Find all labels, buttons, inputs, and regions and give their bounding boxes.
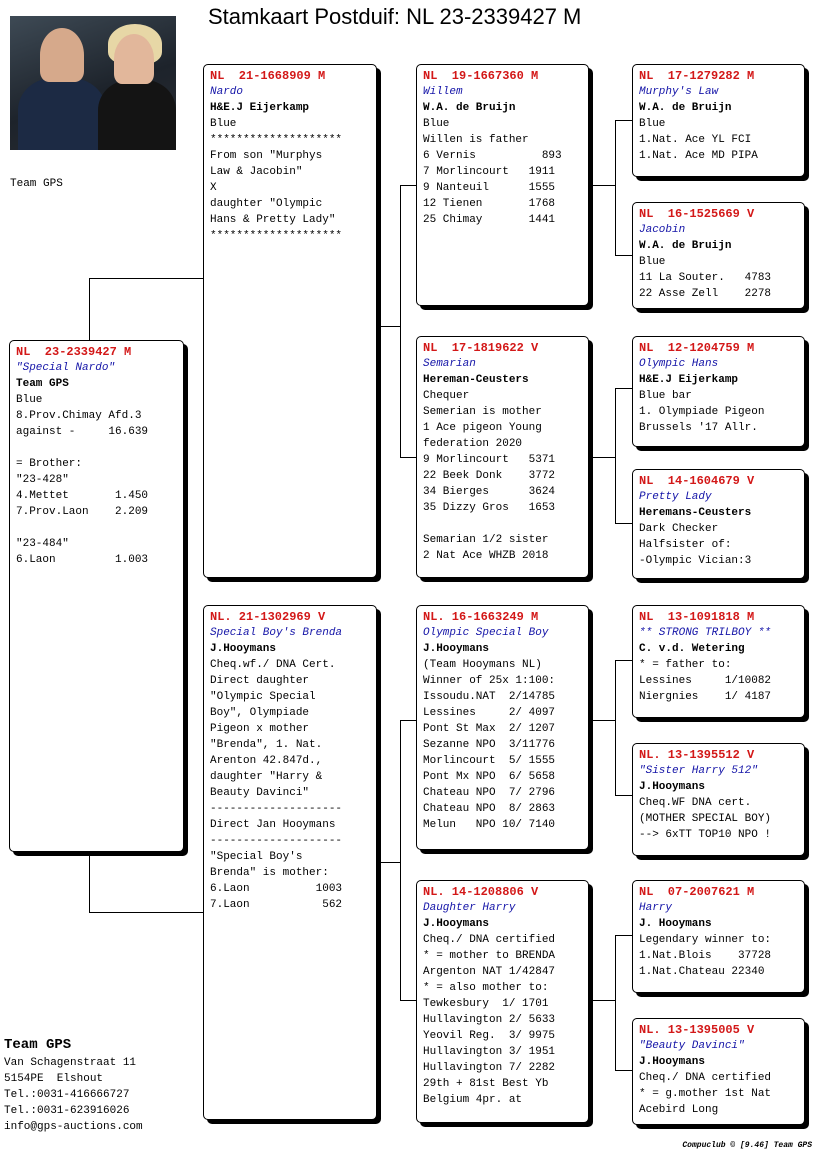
connector-line [615, 523, 632, 524]
ring-number: NL. 16-1663249 M [423, 610, 539, 624]
owner-photo [10, 16, 176, 150]
detail-line: "Olympic Special [210, 691, 316, 703]
pigeon-name: Olympic Hans [639, 358, 719, 370]
detail-line: 1 Ace pigeon Young [423, 422, 542, 434]
detail-line: Willen is father [423, 134, 529, 146]
software-credit: Compuclub © [9.46] Team GPS [682, 1141, 812, 1150]
pigeon-name: Daughter Harry [423, 902, 516, 914]
detail-line: Chateau NPO 7/ 2796 [423, 787, 556, 799]
connector-line [615, 120, 632, 121]
pigeon-card-ggf-4 [632, 880, 805, 993]
breeder-name: J.Hooymans [423, 918, 490, 930]
detail-line: From son "Murphys [210, 150, 323, 162]
detail-line: 4.Mettet 1.450 [16, 490, 149, 502]
pigeon-name: Willem [423, 86, 463, 98]
detail-line: Winner of 25x 1:100: [423, 675, 556, 687]
detail-line: Pont St Max 2/ 1207 [423, 723, 556, 735]
detail-line: 22 Asse Zell 2278 [639, 288, 772, 300]
detail-line: "Special Boy's [210, 851, 303, 863]
pigeon-card-ggm-3 [632, 743, 805, 856]
breeder-name: W.A. de Bruijn [423, 102, 516, 114]
pigeon-name: Pretty Lady [639, 491, 712, 503]
connector-line [593, 1000, 615, 1001]
detail-line: daughter "Olympic [210, 198, 323, 210]
detail-line: Pont Mx NPO 6/ 5658 [423, 771, 556, 783]
connector-line [400, 457, 416, 458]
detail-line: Cheq.WF DNA cert. [639, 797, 752, 809]
connector-line [89, 852, 90, 912]
breeder-name: W.A. de Bruijn [639, 102, 732, 114]
detail-line: Blue [16, 394, 43, 406]
connector-line [615, 660, 616, 795]
detail-line: Blue [210, 118, 237, 130]
detail-line: Issoudu.NAT 2/14785 [423, 691, 556, 703]
detail-line: 1.Nat.Blois 37728 [639, 950, 772, 962]
connector-line [615, 388, 616, 523]
ring-number: NL 21-1668909 M [210, 69, 326, 83]
detail-line: 9 Nanteuil 1555 [423, 182, 556, 194]
detail-line: Lessines 2/ 4097 [423, 707, 556, 719]
pigeon-name: Nardo [210, 86, 244, 98]
connector-line [400, 1000, 416, 1001]
detail-line: Brenda" is mother: [210, 867, 329, 879]
detail-line: Halfsister of: [639, 539, 732, 551]
connector-line [89, 912, 204, 913]
detail-line: Chequer [423, 390, 470, 402]
connector-line [380, 862, 400, 863]
detail-line: 1.Nat. Ace MD PIPA [639, 150, 758, 162]
connector-line [593, 185, 615, 186]
detail-line: Legendary winner to: [639, 934, 772, 946]
detail-line: "23-428" [16, 474, 69, 486]
detail-line: against - 16.639 [16, 426, 149, 438]
detail-line: * = father to: [639, 659, 732, 671]
detail-line: 2 Nat Ace WHZB 2018 [423, 550, 549, 562]
detail-line: --> 6xTT TOP10 NPO ! [639, 829, 772, 841]
pigeon-name: Special Boy's Brenda [210, 627, 343, 639]
detail-line: (Team Hooymans NL) [423, 659, 542, 671]
detail-line [16, 440, 177, 456]
detail-line: Dark Checker [639, 523, 719, 535]
ring-number: NL. 13-1395512 V [639, 748, 755, 762]
pigeon-card-subject [9, 340, 184, 852]
connector-line [593, 457, 615, 458]
detail-line: Law & Jacobin" [210, 166, 303, 178]
breeder-name: J. Hooymans [639, 918, 712, 930]
breeder-name: J.Hooymans [423, 643, 490, 655]
detail-line: Morlincourt 5/ 1555 [423, 755, 556, 767]
breeder-name: H&E.J Eijerkamp [210, 102, 310, 114]
pigeon-card-ggf-2 [632, 336, 805, 447]
footer-line: 5154PE Elshout [4, 1073, 104, 1085]
ring-number: NL 14-1604679 V [639, 474, 755, 488]
connector-line [593, 720, 615, 721]
detail-line: Hans & Pretty Lady" [210, 214, 336, 226]
pigeon-card-grandmother-paternal [416, 336, 589, 578]
detail-line: 6.Laon 1.003 [16, 554, 149, 566]
pigeon-name: Harry [639, 902, 673, 914]
connector-line [89, 278, 90, 340]
pigeon-name: Olympic Special Boy [423, 627, 549, 639]
detail-line: Hullavington 7/ 2282 [423, 1062, 556, 1074]
detail-line: Semerian is mother [423, 406, 542, 418]
connector-line [380, 326, 400, 327]
detail-line: Brussels '17 Allr. [639, 422, 758, 434]
detail-line: X [210, 182, 217, 194]
detail-line: Blue [639, 256, 666, 268]
detail-line: Semarian 1/2 sister [423, 534, 549, 546]
detail-line: federation 2020 [423, 438, 523, 450]
breeder-name: J.Hooymans [210, 643, 277, 655]
detail-line: Melun NPO 10/ 7140 [423, 819, 556, 831]
detail-line: Cheq.wf./ DNA Cert. [210, 659, 336, 671]
connector-line [400, 185, 416, 186]
connector-line [615, 935, 632, 936]
detail-line: -Olympic Vician:3 [639, 555, 752, 567]
pigeon-card-ggf-3 [632, 605, 805, 718]
connector-line [615, 935, 616, 1070]
breeder-name: H&E.J Eijerkamp [639, 374, 739, 386]
team-label: Team GPS [10, 178, 63, 190]
detail-line: = Brother: [16, 458, 83, 470]
pigeon-name: Murphy's Law [639, 86, 719, 98]
connector-line [615, 1070, 632, 1071]
pigeon-name: Semarian [423, 358, 476, 370]
detail-line: * = g.mother 1st Nat [639, 1088, 772, 1100]
detail-line: Pigeon x mother [210, 723, 310, 735]
detail-line: -------------------- [210, 835, 343, 847]
pigeon-card-ggf-1 [632, 64, 805, 177]
detail-line: daughter "Harry & [210, 771, 323, 783]
detail-line: (MOTHER SPECIAL BOY) [639, 813, 772, 825]
detail-line: 25 Chimay 1441 [423, 214, 556, 226]
pigeon-name: "Special Nardo" [16, 362, 116, 374]
pigeon-card-grandmother-maternal [416, 880, 589, 1123]
pigeon-name: Jacobin [639, 224, 686, 236]
pigeon-name: "Beauty Davinci" [639, 1040, 745, 1052]
pigeon-card-mother [203, 605, 377, 1120]
ring-number: NL. 21-1302969 V [210, 610, 326, 624]
detail-line: * = also mother to: [423, 982, 549, 994]
detail-line: 11 La Souter. 4783 [639, 272, 772, 284]
detail-line: Yeovil Reg. 3/ 9975 [423, 1030, 556, 1042]
pigeon-card-ggm-1 [632, 202, 805, 309]
ring-number: NL 19-1667360 M [423, 69, 539, 83]
breeder-name: W.A. de Bruijn [639, 240, 732, 252]
detail-line: Direct daughter [210, 675, 310, 687]
ring-number: NL 13-1091818 M [639, 610, 755, 624]
detail-line: ******************** [210, 134, 343, 146]
detail-line: * = mother to BRENDA [423, 950, 556, 962]
breeder-name: C. v.d. Wetering [639, 643, 745, 655]
detail-line: -------------------- [210, 803, 343, 815]
detail-line: Blue [423, 118, 450, 130]
connector-line [400, 720, 416, 721]
footer-line: info@gps-auctions.com [4, 1121, 143, 1133]
detail-line: 34 Bierges 3624 [423, 486, 556, 498]
detail-line: Belgium 4pr. at [423, 1094, 523, 1106]
ring-number: NL 07-2007621 M [639, 885, 755, 899]
detail-line: 6.Laon 1003 [210, 883, 343, 895]
pigeon-name: ** STRONG TRILBOY ** [639, 627, 772, 639]
pigeon-card-father [203, 64, 377, 578]
detail-line: Boy", Olympiade [210, 707, 310, 719]
connector-line [615, 795, 632, 796]
footer-line: Tel.:0031-416666727 [4, 1089, 130, 1101]
detail-line: 1.Nat.Chateau 22340 [639, 966, 765, 978]
connector-line [615, 660, 632, 661]
breeder-name: J.Hooymans [639, 781, 706, 793]
detail-line: 1.Nat. Ace YL FCI [639, 134, 752, 146]
detail-line: Hullavington 2/ 5633 [423, 1014, 556, 1026]
pigeon-card-ggm-2 [632, 469, 805, 579]
pigeon-card-grandfather-maternal [416, 605, 589, 850]
ring-number: NL. 13-1395005 V [639, 1023, 755, 1037]
ring-number: NL 16-1525669 V [639, 207, 755, 221]
connector-line [615, 120, 616, 255]
detail-line: Niergnies 1/ 4187 [639, 691, 772, 703]
detail-line: "Brenda", 1. Nat. [210, 739, 323, 751]
pigeon-card-ggm-4 [632, 1018, 805, 1125]
detail-line: Arenton 42.847d., [210, 755, 323, 767]
connector-line [400, 185, 401, 457]
detail-line: 8.Prov.Chimay Afd.3 [16, 410, 142, 422]
page-title: Stamkaart Postduif: NL 23-2339427 M [208, 4, 582, 29]
detail-line: 9 Morlincourt 5371 [423, 454, 556, 466]
footer-line: Tel.:0031-623916026 [4, 1105, 130, 1117]
detail-line [423, 516, 582, 532]
ring-number: NL. 14-1208806 V [423, 885, 539, 899]
ring-number: NL 12-1204759 M [639, 341, 755, 355]
detail-line: ******************** [210, 230, 343, 242]
detail-line: Tewkesbury 1/ 1701 [423, 998, 549, 1010]
detail-line: Chateau NPO 8/ 2863 [423, 803, 556, 815]
detail-line: 12 Tienen 1768 [423, 198, 556, 210]
detail-line: Blue bar [639, 390, 692, 402]
breeder-name: Heremans-Ceusters [639, 507, 752, 519]
detail-line: "23-484" [16, 538, 69, 550]
footer-address [4, 1035, 143, 1135]
footer-line: Van Schagenstraat 11 [4, 1057, 137, 1069]
detail-line: Argenton NAT 1/42847 [423, 966, 556, 978]
detail-line: Direct Jan Hooymans [210, 819, 336, 831]
breeder-name: J.Hooymans [639, 1056, 706, 1068]
detail-line: Acebird Long [639, 1104, 719, 1116]
detail-line: Hullavington 3/ 1951 [423, 1046, 556, 1058]
ring-number: NL 17-1819622 V [423, 341, 539, 355]
detail-line: 1. Olympiade Pigeon [639, 406, 765, 418]
detail-line: Cheq./ DNA certified [423, 934, 556, 946]
footer-title: Team GPS [4, 1037, 72, 1053]
connector-line [615, 255, 632, 256]
detail-line: Beauty Davinci" [210, 787, 310, 799]
pigeon-name: "Sister Harry 512" [639, 765, 758, 777]
breeder-name: Hereman-Ceusters [423, 374, 529, 386]
detail-line: Cheq./ DNA certified [639, 1072, 772, 1084]
ring-number: NL 23-2339427 M [16, 345, 132, 359]
detail-line: Lessines 1/10082 [639, 675, 772, 687]
connector-line [400, 720, 401, 1000]
detail-line: 6 Vernis 893 [423, 150, 562, 162]
detail-line: Blue [639, 118, 666, 130]
breeder-name: Team GPS [16, 378, 69, 390]
detail-line: 7.Prov.Laon 2.209 [16, 506, 149, 518]
connector-line [615, 388, 632, 389]
ring-number: NL 17-1279282 M [639, 69, 755, 83]
detail-line [16, 520, 177, 536]
detail-line: 29th + 81st Best Yb [423, 1078, 549, 1090]
detail-line: 7.Laon 562 [210, 899, 343, 911]
detail-line: 22 Beek Donk 3772 [423, 470, 556, 482]
connector-line [89, 278, 204, 279]
detail-line: 7 Morlincourt 1911 [423, 166, 556, 178]
pigeon-card-grandfather-paternal [416, 64, 589, 306]
detail-line: 35 Dizzy Gros 1653 [423, 502, 556, 514]
detail-line: Sezanne NPO 3/11776 [423, 739, 556, 751]
